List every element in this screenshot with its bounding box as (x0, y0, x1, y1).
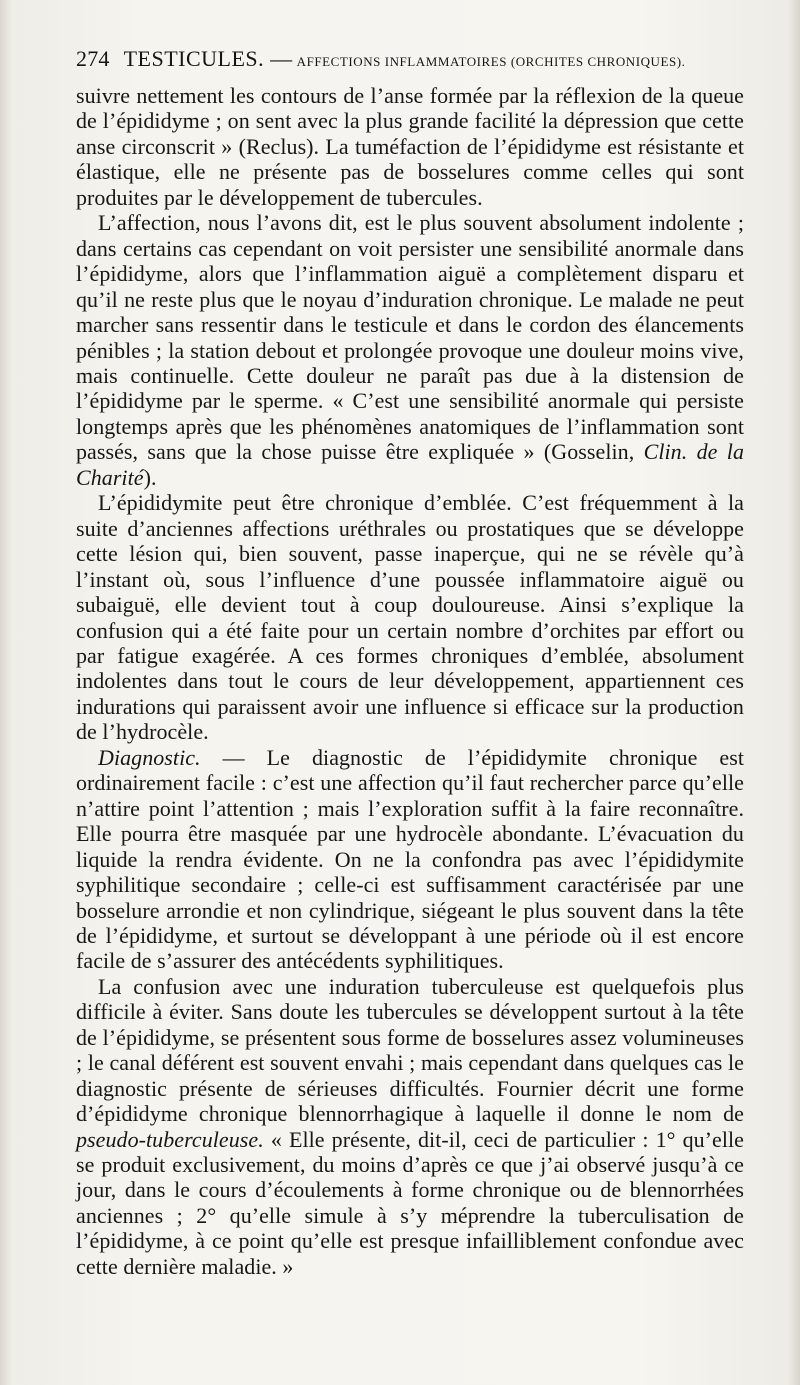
paragraph-text: La confusion avec une induration tuberculeuse est quelquefois plus difficile à éviter. Sans doute les tubercules se développent surtout à la tête de l’épididyme, se présentent sous forme de bosselures assez volumineuses ; le canal déférent est souvent envahi ; mais cependant dans quelques cas le diagnostic présente de sérieuses difficultés. Fournier décrit une forme d’épididyme chronique blennorrhagique à laquelle il donne le nom de (76, 973, 744, 1127)
paragraph-text: L’affection, nous l’avons dit, est le plus souvent absolument indolente ; dans certains cas cependant on voit persister une sensibilité anormale dans l’épididyme, alors que l’inflammation aiguë a complètement disparu et qu’il ne reste plus que le noyau d’induration chronique. Le malade ne peut marcher sans ressentir dans le testicule et dans le cordon des élancements pénibles ; la station debout et prolongée provoque une douleur moins vive, mais continuelle. Cette douleur ne paraît pas due à la distension de l’épididyme par le sperme. « C’est une sensibilité anormale qui persiste longtemps après que les phénomènes anatomiques de l’inflammation sont passés, sans que la chose puisse être expliquée » (Gosselin, (76, 210, 744, 465)
running-header (76, 46, 736, 78)
chronic-onset-paragraph (76, 490, 744, 745)
diagnostic-paragraph (76, 745, 744, 974)
paragraph-text: L’épididymite peut être chronique d’emblée. C’est fréquemment à la suite d’anciennes affections uréthrales ou prostatiques que se développe cette lésion qui, bien souvent, passe inaperçue, qui ne se révèle qu’à l’instant où, sous l’influence d’une poussée inflammatoire aiguë ou subaiguë, elle devient tout à coup douloureuse. Ainsi s’explique la confusion qui a été faite pour un certain nombre d’orchites par effort ou par fatigue exagérée. A ces formes chroniques d’emblée, absolument indolentes dans tout le cours de leur développement, appartiennent ces indurations qui paraissent avoir une influence si efficace sur la production de l’hydrocèle. (76, 490, 744, 745)
quoted-text: « Elle présente, dit-il, ceci de particulier : 1° qu’elle se produit exclusivement, du moins d’après ce que j’ai observé jusqu’à ce jour, dans le cours d’écoulements à forme chronique ou de blennorrhées anciennes ; 2° qu’elle simule à s’y méprendre la tuberculisation de l’épididyme, à ce point qu’elle est presque infailliblement confondue avec cette dernière maladie. » (76, 1126, 744, 1279)
paragraph-text: — Le diagnostic de l’épididymite chronique est ordinairement facile : c’est une affection qu’il faut rechercher parce qu’elle n’attire point l’attention ; mais l’exploration suffit à la faire reconnaître. Elle pourra être masquée par une hydrocèle abondante. L’évacuation du liquide la rendra évidente. On ne la confondra pas avec l’épididymite syphilitique secondaire ; celle-ci est suffisamment caractérisée par une bosselure arrondie et non cylindrique, siégeant le plus souvent dans la tête de l’épididyme, et surtout se développant à une période où il est encore facile de s’assurer des antécédents syphilitiques. (76, 744, 744, 974)
page-number: 274 (76, 46, 110, 71)
sensitivity-paragraph (76, 210, 744, 490)
section-title: AFFECTIONS INFLAMMATOIRES (ORCHITES CHRONIQUES). (296, 54, 686, 69)
italic-term: pseudo-tuberculeuse. (76, 1126, 264, 1152)
citation-close: ). (143, 464, 157, 490)
running-title: TESTICULES. — (123, 46, 293, 71)
left-page-shadow (0, 0, 12, 1385)
paragraph-text: suivre nettement les contours de l’anse formée par la réflexion de la queue de l’épididyme ; on sent avec la plus grande facilité la dépression que cette anse circonscrit » (Reclus). La tuméfaction de l’épididyme est résistante et élastique, elle ne présente pas de bosselures comme celles qui sont produites par le développement de tubercules. (76, 83, 744, 210)
continued-paragraph (76, 83, 744, 210)
diagnostic-heading: Diagnostic. (98, 744, 201, 770)
right-page-shadow (788, 0, 800, 1385)
citation-title: Clin. de la Charité (76, 439, 744, 490)
body-text (76, 83, 744, 1279)
tuberculous-confusion-paragraph (76, 974, 744, 1279)
